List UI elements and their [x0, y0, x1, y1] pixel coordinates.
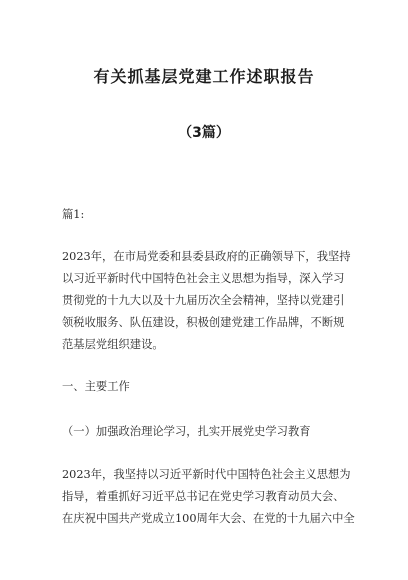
- paragraph2-line: 2023年，我坚持以习近平新时代中国特色社会主义思想为: [62, 468, 351, 481]
- paragraph2-line: 在庆祝中国共产党成立100周年大会、在党的十九届六中全: [62, 512, 355, 525]
- paragraph1-line: 贯彻党的十九大以及十九届历次全会精神，坚持以党建引: [62, 294, 345, 307]
- paragraph1-line: 2023年，在市局党委和县委县政府的正确领导下，我坚持: [62, 250, 351, 263]
- paragraph1-line: 领税收服务、队伍建设，积极创建党建工作品牌，不断规: [62, 316, 345, 329]
- document-subtitle: （3篇）: [178, 125, 230, 141]
- heading-subsection: （一）加强政治理论学习，扎实开展党史学习教育: [62, 425, 311, 438]
- document-title: 有关抓基层党建工作述职报告: [93, 67, 315, 86]
- paragraph2-line: 指导，着重抓好习近平总书记在党史学习教育动员大会、: [62, 490, 345, 503]
- paragraph1-line: 以习近平新时代中国特色社会主义思想为指导，深入学习: [62, 272, 345, 285]
- heading-main-work: 一、主要工作: [62, 380, 130, 393]
- paragraph1-line: 范基层党组织建设。: [62, 338, 164, 351]
- section-label: 篇1:: [62, 208, 85, 221]
